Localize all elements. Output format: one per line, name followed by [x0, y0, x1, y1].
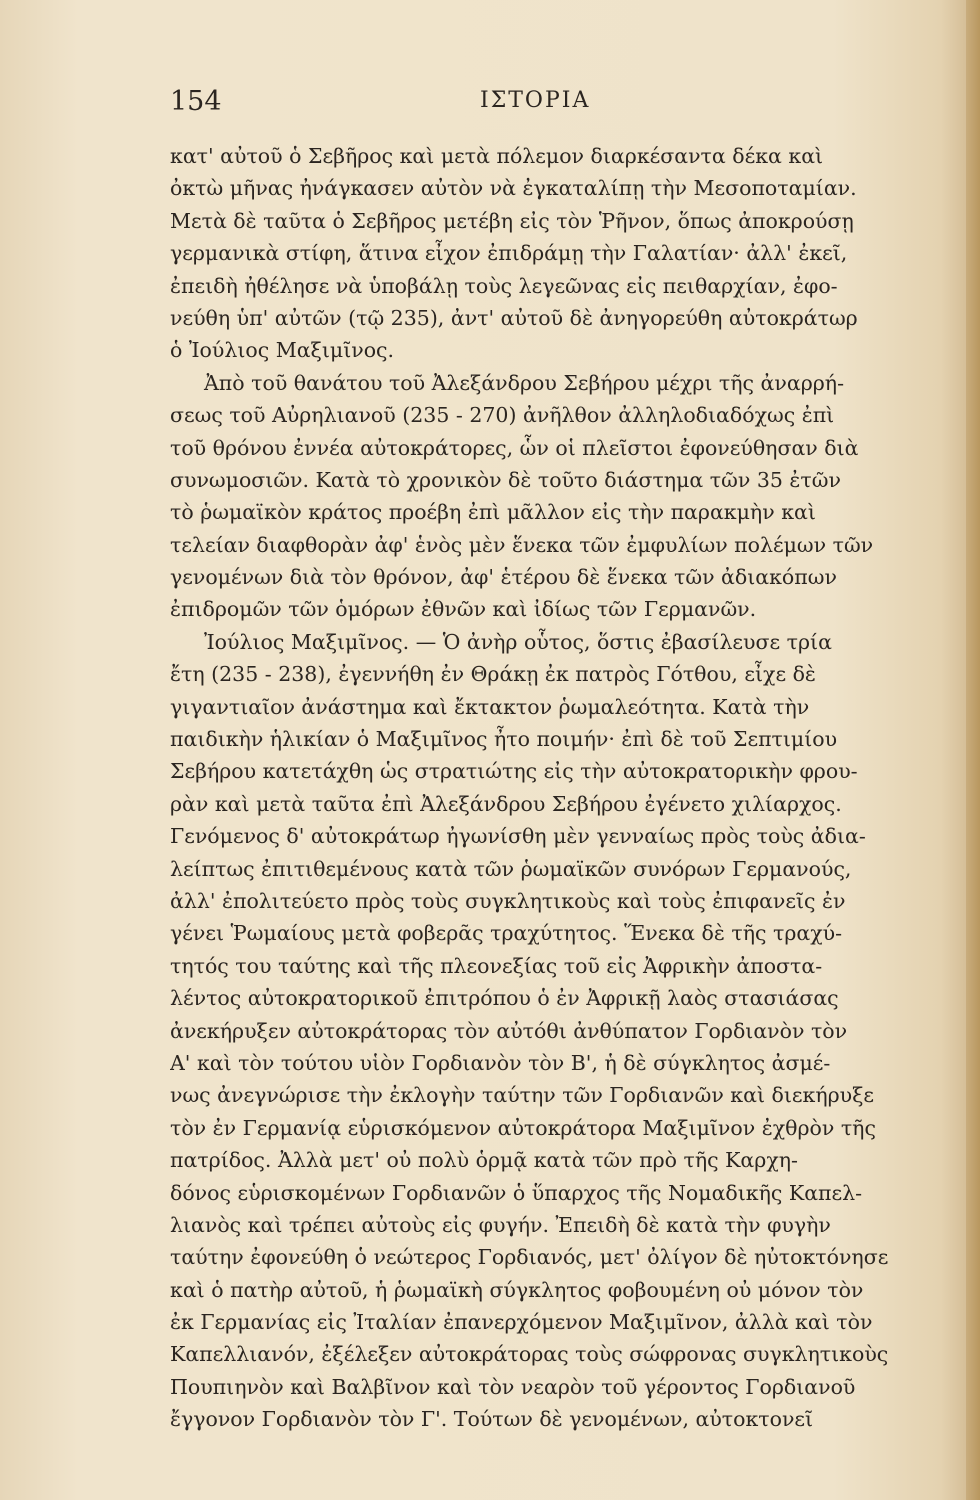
text-line: λείπτως ἐπιτιθεμένους κατὰ τῶν ῥωμαϊκῶν συνόρων Γερμανούς,	[170, 856, 852, 881]
text-line: ἐπειδὴ ἠθέλησε νὰ ὑποβάλῃ τοὺς λεγεῶνας εἰς πειθαρχίαν, ἐφο-	[170, 273, 838, 298]
text-line: ἀνεκήρυξεν αὐτοκράτορας τὸν αὐτόθι ἀνθύπατον Γορδιανὸν τὸν	[170, 1018, 848, 1043]
text-line: τελείαν διαφθορὰν ἀφ' ἑνὸς μὲν ἕνεκα τῶν ἐμφυλίων πολέμων τῶν	[170, 532, 874, 557]
text-line: Πουπιηνὸν καὶ Βαλβῖνον καὶ τὸν νεαρὸν τοῦ γέροντος Γορδιανοῦ	[170, 1374, 856, 1399]
text-line: Α' καὶ τὸν τούτου υἱὸν Γορδιανὸν τὸν Β', ἡ δὲ σύγκλητος ἀσμέ-	[170, 1050, 831, 1075]
text-line: ρὰν καὶ μετὰ ταῦτα ἐπὶ Ἀλεξάνδρου Σεβήρου ἐγένετο χιλίαρχος.	[170, 791, 842, 816]
text-line: παιδικὴν ἡλικίαν ὁ Μαξιμῖνος ἦτο ποιμήν· ἐπὶ δὲ τοῦ Σεπτιμίου	[170, 727, 838, 752]
text-line: γενομένων διὰ τὸν θρόνον, ἀφ' ἑτέρου δὲ ἕνεκα τῶν ἀδιακόπων	[170, 565, 837, 590]
text-line: Μετὰ δὲ ταῦτα ὁ Σεβῆρος μετέβη εἰς τὸν Ῥῆνον, ὅπως ἀποκρούσῃ	[170, 208, 854, 233]
running-title: ΙΣΤΟΡΙΑ	[480, 88, 591, 113]
text-line: Ἰούλιος Μαξιμῖνος. — Ὁ ἀνὴρ οὗτος, ὅστις ἐβασίλευσε τρία	[204, 629, 832, 654]
text-line: καὶ ὁ πατὴρ αὐτοῦ, ἡ ῥωμαϊκὴ σύγκλητος φοβουμένη οὐ μόνον τὸν	[170, 1277, 864, 1302]
text-line: πατρίδος. Ἀλλὰ μετ' οὐ πολὺ ὁρμᾷ κατὰ τῶν πρὸ τῆς Καρχη-	[170, 1148, 798, 1173]
text-line: σεως τοῦ Αὐρηλιανοῦ (235 - 270) ἀνῆλθον ἀλληλοδιαδόχως ἐπὶ	[170, 403, 835, 428]
text-line: ἀλλ' ἐπολιτεύετο πρὸς τοὺς συγκλητικοὺς καὶ τοὺς ἐπιφανεῖς ἐν	[170, 888, 846, 913]
text-line: ὁ Ἰούλιος Μαξιμῖνος.	[170, 338, 395, 363]
text-line: ὀκτὼ μῆνας ἠνάγκασεν αὐτὸν νὰ ἐγκαταλίπῃ τὴν Μεσοποταμίαν.	[170, 176, 857, 201]
text-line: τὸν ἐν Γερμανίᾳ εὑρισκόμενον αὐτοκράτορα Μαξιμῖνον ἐχθρὸν τῆς	[170, 1115, 876, 1140]
text-line: Γενόμενος δ' αὐτοκράτωρ ἠγωνίσθη μὲν γενναίως πρὸς τοὺς ἀδια-	[170, 824, 866, 849]
text-line: τητός του ταύτης καὶ τῆς πλεονεξίας τοῦ εἰς Ἀφρικὴν ἀποστα-	[170, 953, 823, 978]
page-header	[170, 86, 930, 120]
text-line: λέντος αὐτοκρατορικοῦ ἐπιτρόπου ὁ ἐν Ἀφρικῇ λαὸς στασιάσας	[170, 986, 839, 1011]
text-line: νεύθη ὑπ' αὐτῶν (τῷ 235), ἀντ' αὐτοῦ δὲ ἀνηγορεύθη αὐτοκράτωρ	[170, 305, 858, 330]
text-line: ἔτη (235 - 238), ἐγεννήθη ἐν Θράκῃ ἐκ πατρὸς Γότθου, εἶχε δὲ	[170, 662, 816, 687]
text-line: γένει Ῥωμαίους μετὰ φοβερᾶς τραχύτητος. Ἕνεκα δὲ τῆς τραχύ-	[170, 921, 843, 946]
text-line: Σεβήρου κατετάχθη ὡς στρατιώτης εἰς τὴν αὐτοκρατορικὴν φρου-	[170, 759, 858, 784]
text-line: γιγαντιαῖον ἀνάστημα καὶ ἔκτακτον ῥωμαλεότητα. Κατὰ τὴν	[170, 694, 810, 719]
page-edge	[966, 0, 980, 1500]
text-line: τὸ ῥωμαϊκὸν κράτος προέβη ἐπὶ μᾶλλον εἰς τὴν παρακμὴν καὶ	[170, 500, 816, 525]
text-line: ἐκ Γερμανίας εἰς Ἰταλίαν ἐπανερχόμενον Μαξιμῖνον, ἀλλὰ καὶ τὸν	[170, 1310, 873, 1335]
text-line: νως ἀνεγνώρισε τὴν ἐκλογὴν ταύτην τῶν Γορδιανῶν καὶ διεκήρυξε	[170, 1083, 875, 1108]
text-line: συνωμοσιῶν. Κατὰ τὸ χρονικὸν δὲ τοῦτο διάστημα τῶν 35 ἐτῶν	[170, 467, 841, 492]
text-line: λιανὸς καὶ τρέπει αὐτοὺς εἰς φυγήν. Ἐπειδὴ δὲ κατὰ τὴν φυγὴν	[170, 1212, 831, 1237]
text-line: ἔγγονον Γορδιανὸν τὸν Γ'. Τούτων δὲ γενομένων, αὐτοκτονεῖ	[170, 1407, 814, 1432]
text-line: τοῦ θρόνου ἐννέα αὐτοκράτορες, ὧν οἱ πλεῖστοι ἐφονεύθησαν διὰ	[170, 435, 859, 460]
text-line: Ἀπὸ τοῦ θανάτου τοῦ Ἀλεξάνδρου Σεβήρου μέχρι τῆς ἀναρρή-	[204, 370, 845, 395]
text-line: ἐπιδρομῶν τῶν ὁμόρων ἐθνῶν καὶ ἰδίως τῶν Γερμανῶν.	[170, 597, 757, 622]
body-text	[170, 140, 940, 1436]
page-number: 154	[170, 86, 222, 117]
text-line: δόνος εὑρισκομένων Γορδιανῶν ὁ ὕπαρχος τῆς Νομαδικῆς Καπελ-	[170, 1180, 863, 1205]
text-line: κατ' αὐτοῦ ὁ Σεβῆρος καὶ μετὰ πόλεμον διαρκέσαντα δέκα καὶ	[170, 144, 824, 168]
text-line: Καπελλιανόν, ἐξέλεξεν αὐτοκράτορας τοὺς σώφρονας συγκλητικοὺς	[170, 1342, 889, 1367]
text-line: γερμανικὰ στίφη, ἅτινα εἶχον ἐπιδράμῃ τὴν Γαλατίαν· ἀλλ' ἐκεῖ,	[170, 241, 848, 266]
text-line: ταύτην ἐφονεύθη ὁ νεώτερος Γορδιανός, μετ' ὀλίγον δὲ ηὐτοκτόνησε	[170, 1245, 889, 1270]
